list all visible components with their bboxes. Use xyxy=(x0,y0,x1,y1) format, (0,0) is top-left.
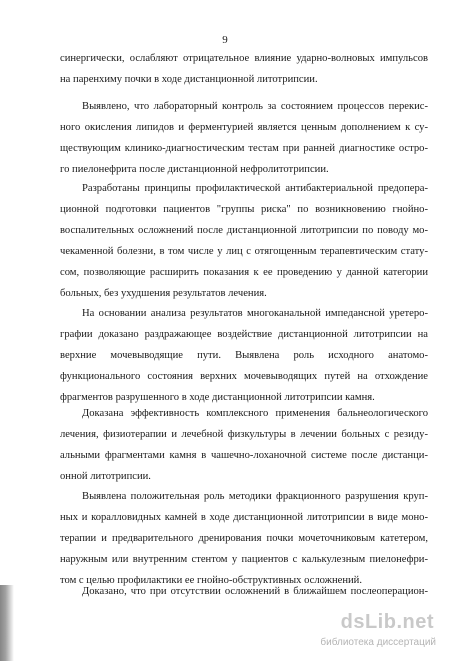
text-line: Разработаны принципы профилактической антибактериальной предопера- xyxy=(82,183,428,194)
paragraph xyxy=(60,403,428,487)
text-line: воспалительных осложнений после дистанционной литотрипсии по поводу мо- xyxy=(60,225,428,236)
text-line: фрагментов разрушенного в ходе дистанционной литотрипсии камня. xyxy=(60,392,375,403)
text-line: наружным или внутренним стентом у пациентов с калькулезным пиелонефри- xyxy=(60,554,428,565)
watermark-tagline: библиотека диссертаций xyxy=(320,637,436,648)
text-line: сом, позволяющие расширить показания к ее проведению у данной категории xyxy=(60,267,428,278)
text-line: онной литотрипсии. xyxy=(60,471,151,482)
page-number: 9 xyxy=(222,34,228,46)
text-line: чекаменной болезни, в том числе у лиц с отягощенным терапевтическим стату- xyxy=(60,246,428,257)
text-line: Доказана эффективность комплексного применения бальнеологического xyxy=(82,408,428,419)
text-line: на паренхиму почки в ходе дистанционной литотрипсии. xyxy=(60,74,318,85)
text-line: лечения, физиотерапии и лечебной физкультуры в лечении больных с резиду- xyxy=(60,429,428,440)
text-line: На основании анализа результатов многоканальной импедансной уретеро- xyxy=(82,308,428,319)
text-line: функционального состояния верхних мочевыводящих путей на отхождение xyxy=(60,371,428,382)
text-line: го пиелонефрита после дистанционной нефролитотрипсии. xyxy=(60,164,329,175)
paragraph xyxy=(60,581,428,602)
watermark xyxy=(320,611,440,655)
text-line: графии доказано раздражающее воздействие дистанционной литотрипсии на xyxy=(60,329,428,340)
text-line: Выявлено, что лабораторный контроль за состоянием процессов перекис- xyxy=(82,101,428,112)
paragraph xyxy=(60,303,428,408)
paragraph xyxy=(60,48,428,90)
text-line: том с целью профилактики ее гнойно-обструктивных осложнений. xyxy=(60,575,362,586)
paragraph xyxy=(60,486,428,591)
text-line: ществующим клинико-диагностическим тестам при ранней диагностике остро- xyxy=(60,143,428,154)
text-line: синергически, ослабляют отрицательное влияние ударно-волновых импульсов xyxy=(60,53,428,64)
paragraph xyxy=(60,96,428,180)
text-line: ного окисления липидов и ферментурией является ценным дополнением к су- xyxy=(60,122,428,133)
scan-edge-shadow xyxy=(0,585,14,661)
text-line: ционной подготовки пациентов "группы риска" по возникновению гнойно- xyxy=(60,204,428,215)
text-line: больных, без ухудшения результатов лечения. xyxy=(60,288,267,299)
text-line: Доказано, что при отсутствии осложнений в ближайшем послеоперацион- xyxy=(82,586,428,597)
text-line: Выявлена положительная роль методики фракционного разрушения круп- xyxy=(82,491,428,502)
text-line: альными фрагментами камня в чашечно-лоханочной системе после дистанци- xyxy=(60,450,428,461)
watermark-brand: dsLib.net xyxy=(340,611,434,633)
text-line: верхние мочевыводящие пути. Выявлена роль исходного анатомо- xyxy=(60,350,428,361)
text-line: ных и коралловидных камней в ходе дистанционной литотрипсии в виде моно- xyxy=(60,512,428,523)
text-line: терапии и предварительного дренирования почки мочеточниковым катетером, xyxy=(60,533,428,544)
paragraph xyxy=(60,178,428,304)
